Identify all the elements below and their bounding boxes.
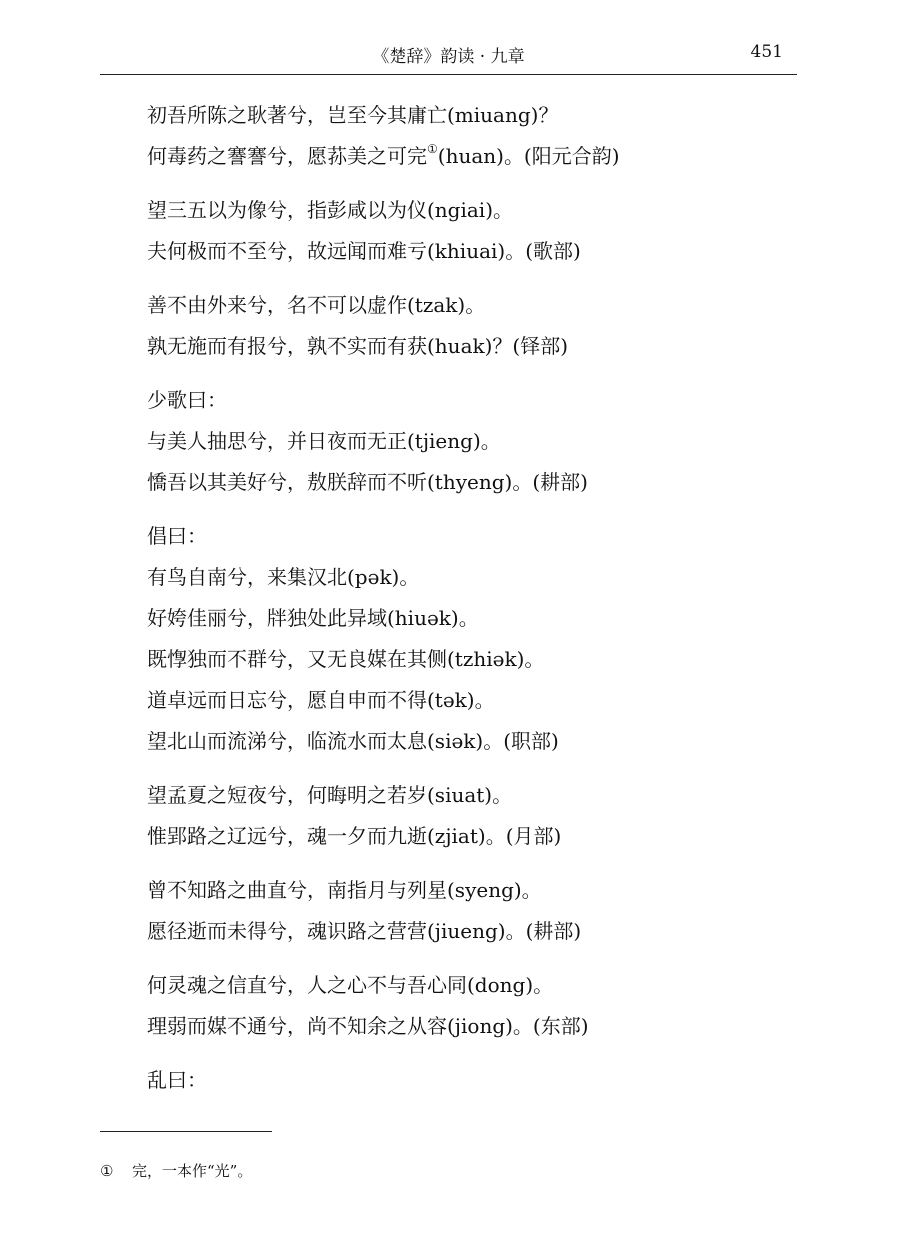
stanza: [147, 1060, 787, 1101]
verse-text: 与美人抽思兮，并日夜而无正(tjieng)。: [147, 429, 501, 453]
verse-text: 乱曰：: [147, 1068, 207, 1092]
verse-text: 理弱而媒不通兮，尚不知余之从容(jiong)。(东部): [147, 1014, 589, 1038]
stanza: [147, 775, 787, 857]
verse-text: 夫何极而不至兮，故远闻而难亏(khiuai)。(歌部): [147, 239, 581, 263]
footnote-ref[interactable]: ①: [427, 142, 438, 157]
verse-line: [147, 816, 787, 857]
verse-text: 望孟夏之短夜兮，何晦明之若岁(siuat)。: [147, 783, 513, 807]
verse-line: [147, 231, 787, 272]
verse-text: 憍吾以其美好兮，敖朕辞而不听(thyeng)。(耕部): [147, 470, 588, 494]
verse-text: 何灵魂之信直兮，人之心不与吾心同(dong)。: [147, 973, 554, 997]
verse-line: [147, 721, 787, 762]
stanza: [147, 95, 787, 177]
poem-body: [147, 95, 787, 1114]
verse-line: [147, 136, 787, 177]
page-number: 451: [750, 42, 783, 62]
verse-text: 初吾所陈之耿著兮，岂至今其庸亡(miuang)？: [147, 103, 559, 127]
verse-line: [147, 1060, 787, 1101]
verse-line: [147, 557, 787, 598]
verse-text: 好姱佳丽兮，牉独处此异域(hiuək)。: [147, 606, 479, 630]
verse-text: 道卓远而日忘兮，愿自申而不得(tək)。: [147, 688, 495, 712]
verse-text: 愿径逝而未得兮，魂识路之营营(jiueng)。(耕部): [147, 919, 582, 943]
stanza: [147, 516, 787, 762]
footnote-text: 完，一本作“光”。: [132, 1162, 253, 1180]
verse-line: [147, 380, 787, 421]
verse-line: [147, 190, 787, 231]
stanza: [147, 380, 787, 503]
verse-text: 善不由外来兮，名不可以虚作(tzak)。: [147, 293, 486, 317]
verse-line: [147, 965, 787, 1006]
stanza: [147, 870, 787, 952]
verse-text: 何毒药之謇謇兮，愿荪美之可完: [147, 144, 427, 168]
footnote-marker: ①: [100, 1162, 114, 1180]
verse-text: 少歌曰：: [147, 388, 227, 412]
footnote-divider: [100, 1131, 272, 1132]
verse-text: 有鸟自南兮，来集汉北(pək)。: [147, 565, 420, 589]
stanza: [147, 285, 787, 367]
verse-line: [147, 680, 787, 721]
verse-line: [147, 95, 787, 136]
running-header: [100, 38, 797, 75]
verse-line: [147, 639, 787, 680]
verse-line: [147, 285, 787, 326]
verse-line: [147, 421, 787, 462]
verse-line: [147, 598, 787, 639]
stanza: [147, 190, 787, 272]
verse-text: 望北山而流涕兮，临流水而太息(siək)。(职部): [147, 729, 559, 753]
verse-text: 曾不知路之曲直兮，南指月与列星(syeng)。: [147, 878, 542, 902]
header-title: 《楚辞》韵读 · 九章: [372, 47, 525, 67]
verse-text: 惟郢路之辽远兮，魂一夕而九逝(zjiat)。(月部): [147, 824, 562, 848]
verse-line: [147, 775, 787, 816]
verse-text: 孰无施而有报兮，孰不实而有获(huak)？(铎部): [147, 334, 569, 358]
verse-line: [147, 326, 787, 367]
footnote: [100, 1160, 252, 1181]
verse-line: [147, 1006, 787, 1047]
stanza: [147, 965, 787, 1047]
verse-text: 倡曰：: [147, 524, 207, 548]
verse-text: 既惸独而不群兮，又无良媒在其侧(tzhiək)。: [147, 647, 545, 671]
verse-line: [147, 462, 787, 503]
verse-line: [147, 516, 787, 557]
verse-line: [147, 911, 787, 952]
verse-text: 望三五以为像兮，指彭咸以为仪(ngiai)。: [147, 198, 514, 222]
verse-text-tail: (huan)。(阳元合韵): [437, 144, 620, 168]
verse-line: [147, 870, 787, 911]
